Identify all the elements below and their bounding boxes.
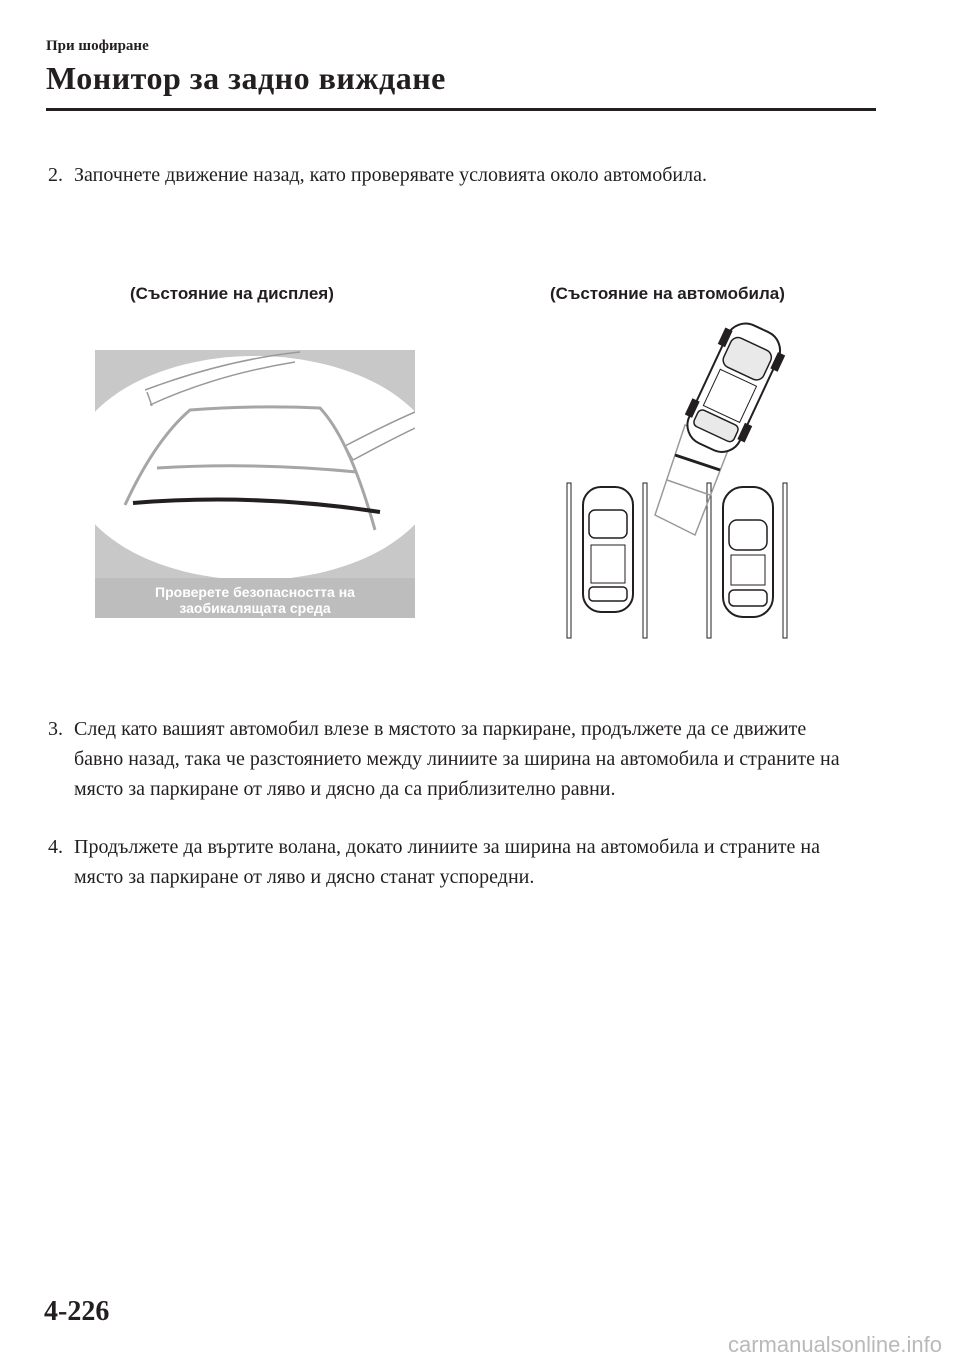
step-2 (48, 160, 848, 190)
safety-warning (95, 584, 415, 616)
step-number: 3. (48, 718, 63, 740)
display-state-label: (Състояние на дисплея) (130, 284, 334, 303)
step-number: 4. (48, 836, 63, 858)
section-label: При шофиране (46, 38, 149, 54)
reversing-car (676, 315, 791, 461)
parked-car-left (583, 487, 633, 612)
vehicle-state-label: (Състояние на автомобила) (550, 284, 785, 303)
step-4 (48, 832, 848, 892)
rear-view-display (95, 350, 415, 618)
parked-car-right (723, 487, 773, 617)
step-text: Започнете движение назад, като проверявате условията около автомобила. (74, 164, 707, 186)
step-text: Продължете да въртите волана, докато линиите за ширина на автомобила и страните на място за паркиране от ляво и дясно станат успоредни. (74, 836, 820, 888)
step-text: След като вашият автомобил влезе в мястото за паркиране, продължете да се движите бавно назад, така че разстоянието между линиите за ширина на автомобила и страните на място за паркиране от ляво и дясно да са приблизително равни. (74, 718, 840, 800)
safety-warning-line1: Проверете безопасността на (155, 584, 355, 600)
page-title: Монитор за задно виждане (46, 60, 446, 96)
step-number: 2. (48, 164, 63, 186)
page-number: 4-226 (44, 1296, 110, 1327)
title-rule (46, 108, 876, 111)
watermark: carmanualsonline.info (727, 1332, 942, 1357)
vehicle-state-diagram (555, 315, 815, 650)
safety-warning-line2: заобикалящата среда (179, 600, 331, 616)
step-3 (48, 714, 848, 804)
